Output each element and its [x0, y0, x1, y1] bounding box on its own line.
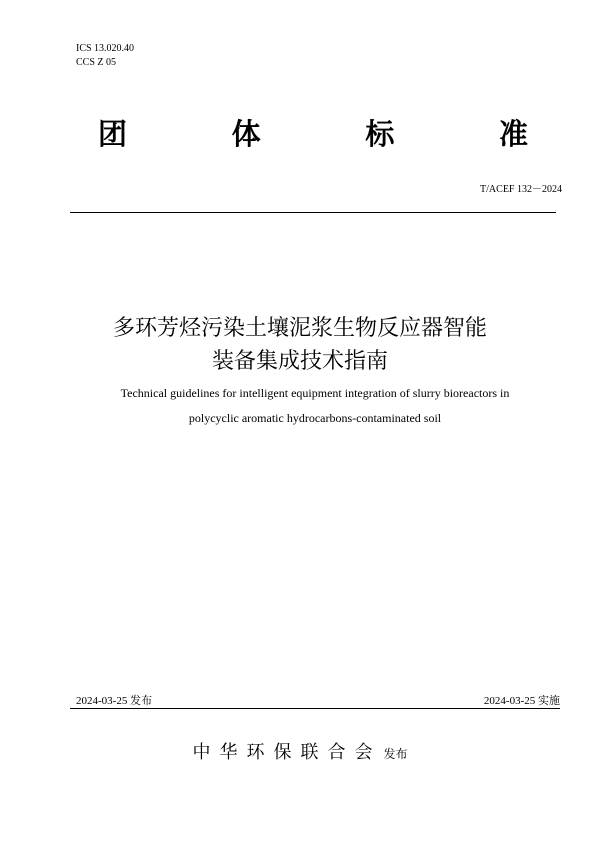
chinese-title-line: 多环芳烃污染土壤泥浆生物反应器智能 [112, 316, 487, 341]
chinese-title [0, 312, 600, 378]
standard-type-char: 体 [231, 117, 261, 151]
english-title [0, 381, 600, 431]
publisher-action: 发布 [383, 747, 408, 761]
english-title-line: polycyclic aromatic hydrocarbons-contaminated soil [188, 411, 442, 425]
standard-type-char: 准 [498, 117, 528, 151]
chinese-title-line: 装备集成技术指南 [211, 349, 388, 374]
issue-date: 2024-03-25 发布 [76, 695, 153, 707]
classification-codes [76, 42, 134, 70]
publisher-org: 中华环保联合会 [192, 742, 382, 763]
ics-code: ICS 13.020.40 [76, 43, 135, 54]
standard-type-heading [98, 112, 528, 153]
english-title-line: Technical guidelines for intelligent equipment integration of slurry bioreactors in [120, 386, 510, 400]
top-divider [70, 212, 556, 213]
publisher [0, 738, 600, 764]
standard-type-char: 标 [365, 117, 395, 151]
bottom-divider [70, 708, 560, 709]
ccs-code: CCS Z 05 [76, 57, 117, 68]
standard-number: T/ACEF 132－2024 [480, 184, 562, 195]
standard-type-char: 团 [98, 117, 128, 151]
implementation-date: 2024-03-25 实施 [483, 695, 560, 707]
